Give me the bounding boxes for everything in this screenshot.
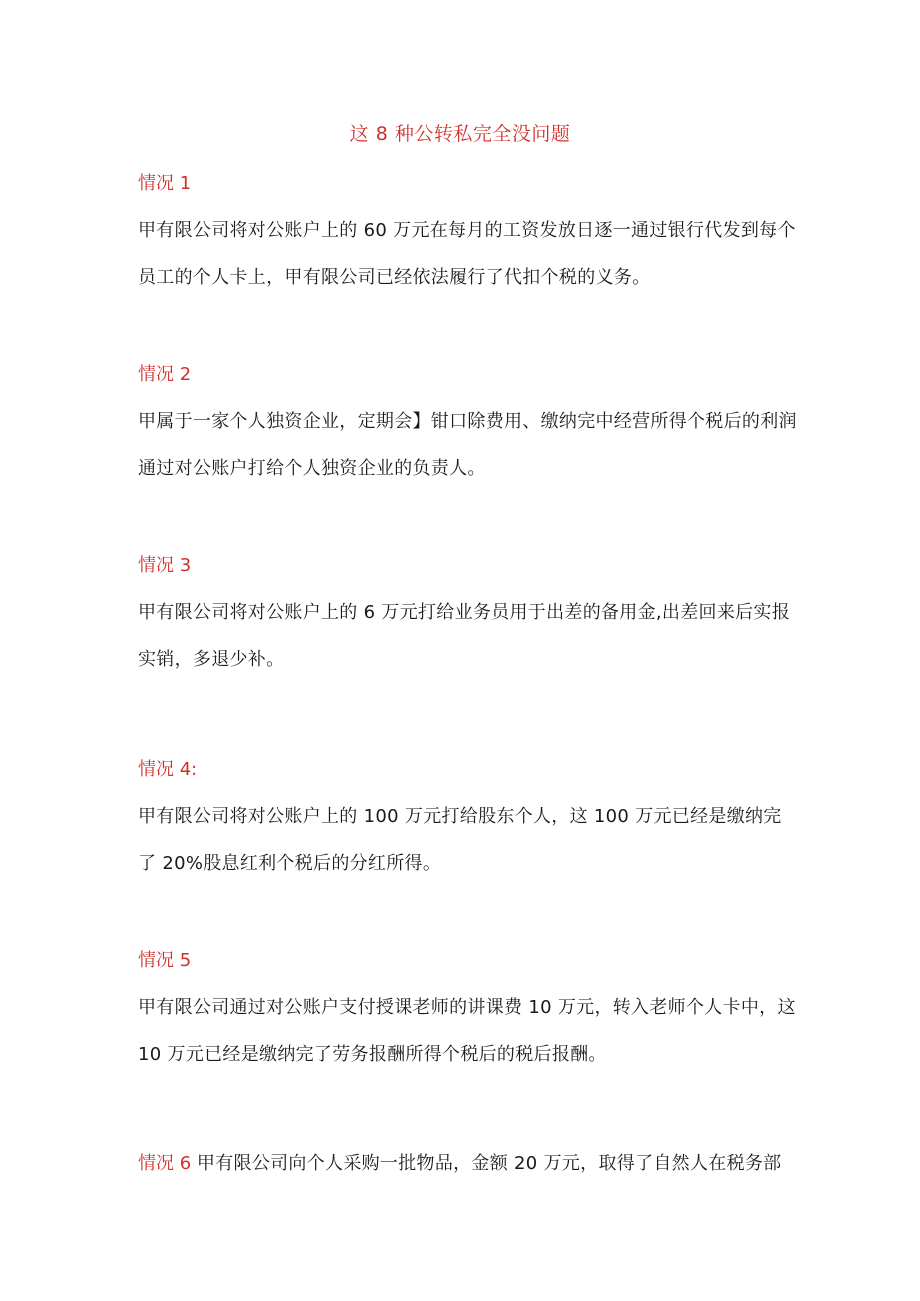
section-3-body: 甲有限公司将对公账户上的 6 万元打给业务员用于出差的备用金,出差回来后实报实销，多退少补。	[138, 602, 791, 670]
section-2-heading: 情况 2	[138, 364, 192, 385]
section-6-heading: 情况 6	[138, 1153, 192, 1174]
section-1-heading: 情况 1	[138, 173, 192, 194]
section-3-heading: 情况 3	[138, 555, 192, 576]
section-1-body: 甲有限公司将对公账户上的 60 万元在每月的工资发放日逐一通过银行代发到每个员工的个人卡上，甲有限公司已经依法履行了代扣个税的义务。	[138, 220, 796, 288]
section-5-body: 甲有限公司通过对公账户支付授课老师的讲课费 10 万元，转入老师个人卡中，这 10 万元已经是缴纳完了劳务报酬所得个税后的税后报酬。	[138, 997, 796, 1065]
section-5-heading: 情况 5	[138, 950, 192, 971]
section-2-body: 甲属于一家个人独资企业，定期会】钳口除费用、缴纳完中经营所得个税后的利润通过对公账户打给个人独资企业的负责人。	[138, 411, 797, 479]
section-6	[138, 1150, 838, 1178]
section-4-body: 甲有限公司将对公账户上的 100 万元打给股东个人，这 100 万元已经是缴纳完了 20%股息红利个税后的分红所得。	[138, 806, 782, 874]
document-title: 这 8 种公转私完全没问题	[349, 123, 571, 145]
section-6-body: 甲有限公司向个人采购一批物品，金额 20 万元，取得了自然人在税务部	[196, 1153, 782, 1174]
section-4-heading: 情况 4:	[138, 759, 198, 780]
